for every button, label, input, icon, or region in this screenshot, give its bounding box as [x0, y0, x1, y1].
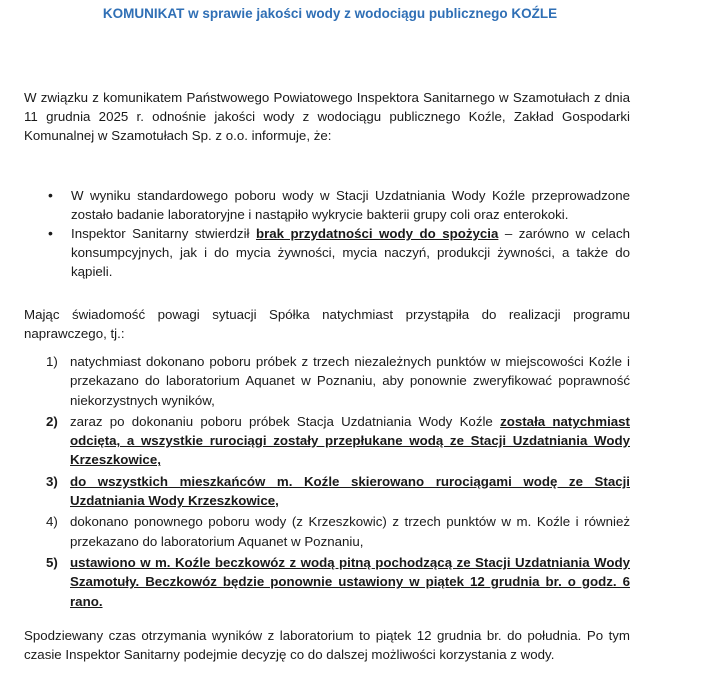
- item-number: 3): [46, 473, 58, 489]
- list-item: [46, 553, 630, 611]
- item-number: 4): [46, 514, 58, 530]
- closing-paragraph: Spodziewany czas otrzymania wyników z laboratorium to piątek 12 grudnia br. do południa. Po tym czasie Inspektor Sanitarny podejmie decyzję co do dalszej możliwości korzystania z wody.: [24, 628, 630, 662]
- finding-text: W wyniku standardowego poboru wody w Stacji Uzdatniania Wody Koźle przeprowadzone zostało badanie laboratoryjne i nastąpiło wykrycie bakterii grupy coli oraz enterokoki.: [71, 188, 630, 222]
- emphasis-text: do wszystkich mieszkańców m. Koźle skierowano rurociągami wodę ze Stacji Uzdatniania Wody Krzeszkowice,: [70, 473, 630, 509]
- emphasis-text: ustawiono w m. Koźle beczkowóz z wodą pitną pochodzącą ze Stacji Uzdatniania Wody Szamotuły. Beczkowóz będzie ponownie ustawiony w piątek 12 grudnia br. o godz. 6 rano.: [70, 554, 630, 609]
- list-item: [46, 352, 630, 410]
- actions-list: [46, 352, 630, 613]
- list-item: [46, 512, 630, 551]
- list-item: [46, 412, 630, 470]
- item-number: 5): [46, 554, 58, 570]
- emphasis-text: została natychmiast odcięta, a wszystkie rurociągi zostały przepłukane wodą ze Stacji Uzdatniania Wody Krzeszkowice,: [70, 413, 630, 468]
- intro-paragraph: W związku z komunikatem Państwowego Powiatowego Inspektora Sanitarnego w Szamotułach z dnia 11 grudnia 2025 r. odnośnie jakości wody z wodociągu publicznego Koźle, Zakład Gospodarki Komunalnej w Szamotułach Sp. z o.o. informuje, że:: [24, 90, 630, 143]
- bullet-icon: •: [48, 225, 53, 241]
- actions-intro-paragraph: Mając świadomość powagi sytuacji Spółka natychmiast przystąpiła do realizacji programu naprawczego, tj.:: [24, 307, 630, 341]
- list-item: [45, 224, 630, 281]
- step-text: natychmiast dokonano poboru próbek z trzech niezależnych punktów w miejscowości Koźle i przekazano do laboratorium Aquanet w Poznaniu, aby ponownie zweryfikować poprawność niekorzystnych wyników,: [70, 354, 630, 408]
- finding-text: – zarówno w celach konsumpcyjnych, jak i do mycia żywności, mycia naczyń, produkcji żywności, a także do kąpieli.: [71, 226, 630, 279]
- item-number: 1): [46, 354, 58, 369]
- step-text: dokonano ponownego poboru wody (z Krzeszkowic) z trzech punktów w m. Koźle i również przekazano do laboratorium Aquanet w Poznaniu,: [70, 514, 630, 549]
- list-item: [45, 186, 630, 224]
- document-title: KOMUNIKAT w sprawie jakości wody z wodociągu publicznego KOŹLE: [102, 6, 558, 21]
- findings-list: [45, 186, 630, 281]
- emphasis-text: brak przydatności wody do spożycia: [255, 226, 499, 241]
- item-number: 2): [46, 413, 58, 429]
- finding-text: Inspektor Sanitarny stwierdził: [71, 226, 256, 241]
- bullet-icon: •: [48, 187, 53, 203]
- step-text: zaraz po dokonaniu poboru próbek Stacja Uzdatniania Wody Koźle: [70, 413, 501, 429]
- list-item: [46, 472, 630, 511]
